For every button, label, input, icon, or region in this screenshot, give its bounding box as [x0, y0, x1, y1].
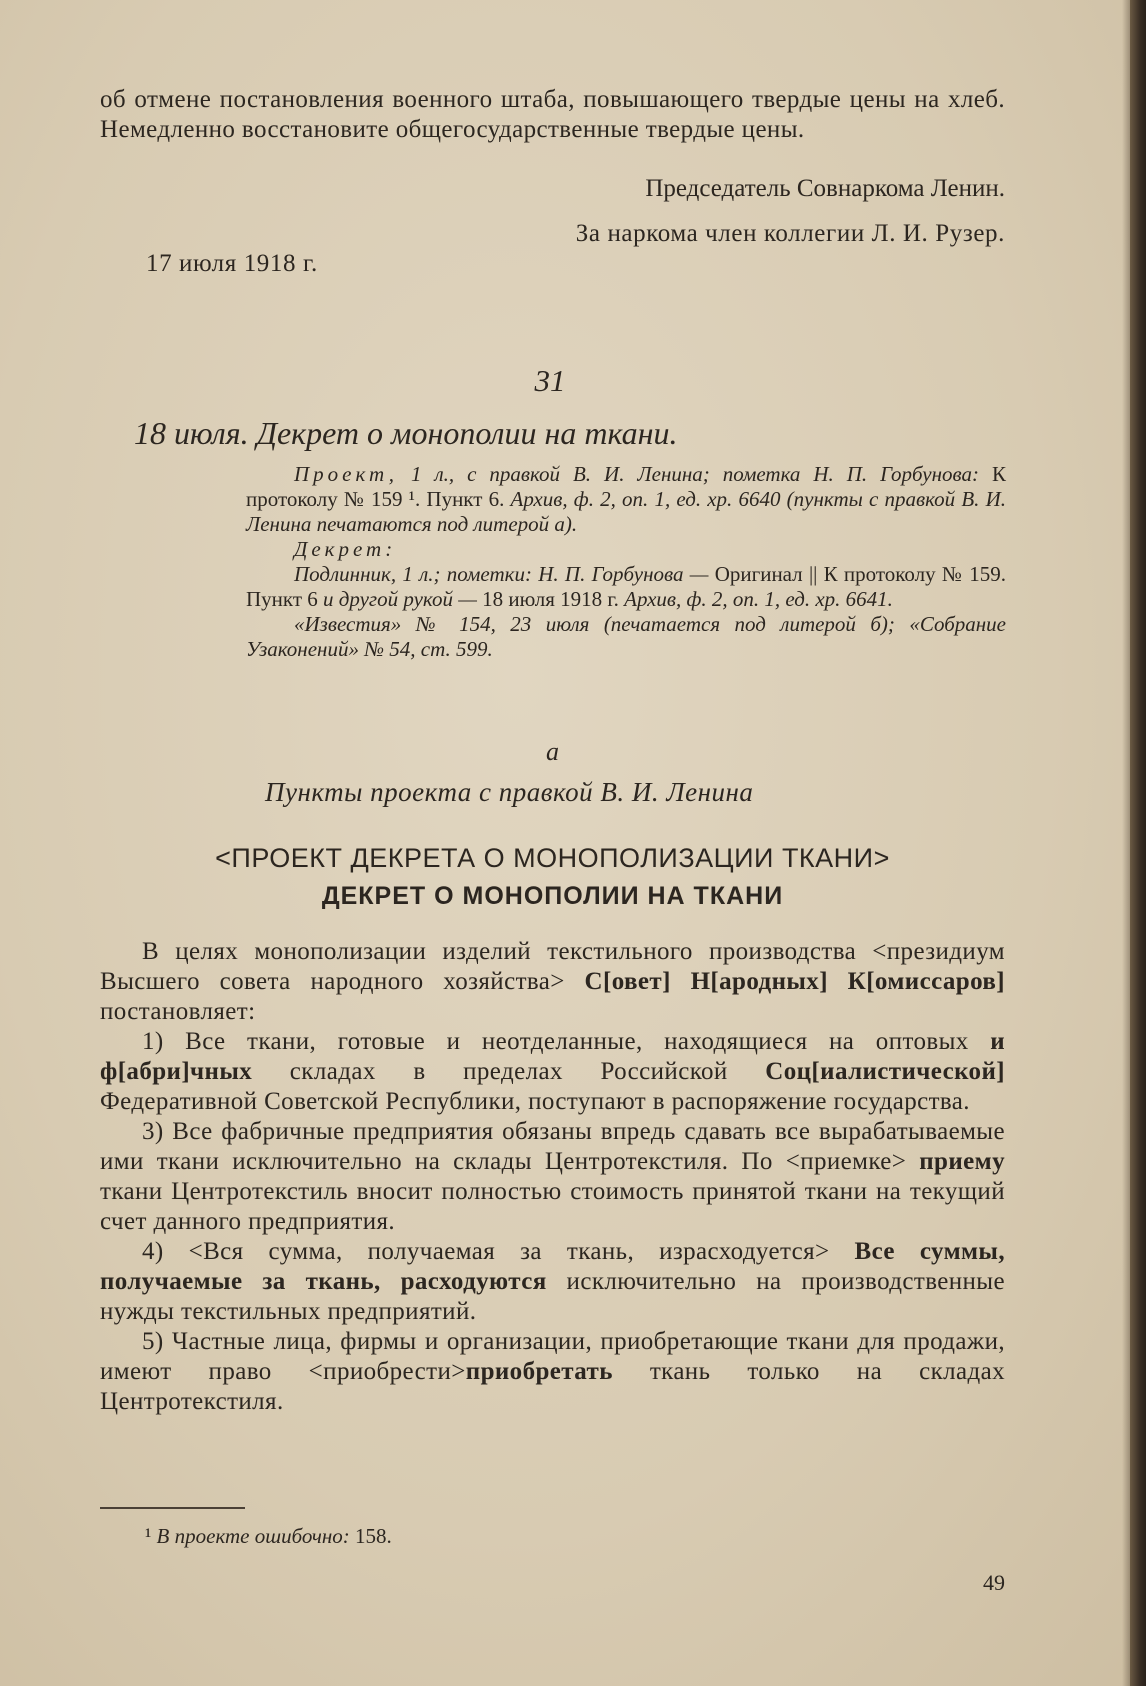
- subsection-letter: а: [546, 737, 559, 766]
- document-title: 18 июля. Декрет о монополии на ткани.: [134, 415, 678, 451]
- decree-point-4: 4) <Вся сумма, получаемая за ткань, израсходуется> Все суммы, получаемые за ткань, расходуются исключительно на производственные нужды текстильных предприятий.: [100, 1238, 1006, 1325]
- signature-chairman: Председатель Совнаркома Ленин.: [645, 175, 1005, 202]
- footnote: ¹ В проекте ошибочно: 158.: [145, 1524, 392, 1548]
- decree-title: ДЕКРЕТ О МОНОПОЛИИ НА ТКАНИ: [321, 882, 784, 910]
- source-decree-label: Декрет:: [294, 537, 397, 561]
- decree-title-struck: <ПРОЕКТ ДЕКРЕТА О МОНОПОЛИЗАЦИИ ТКАНИ>: [215, 843, 890, 873]
- page-number: 49: [983, 1570, 1005, 1595]
- decree-point-5: 5) Частные лица, фирмы и организации, приобретающие ткани для продажи, имеют право <приобрести>приобретать ткань только на складах Центротекстиля.: [100, 1328, 1005, 1415]
- decree-intro: В целях монополизации изделий текстильного производства <президиум Высшего совета народного хозяйства> С[овет] Н[ародных] К[омиссаров] постановляет:: [100, 938, 1005, 1025]
- decree-body: [100, 937, 1005, 1417]
- subsection-heading: Пункты проекта с правкой В. И. Ленина: [265, 777, 754, 807]
- source-draft-label: Проект,: [294, 462, 398, 486]
- document-number: 31: [534, 363, 566, 398]
- book-spine: [1130, 0, 1146, 1686]
- decree-point-1: 1) Все ткани, готовые и неотделанные, находящиеся на оптовых и ф[абри]чных складах в пределах Российской Соц[иалистической] Федеративной Советской Республики, поступают в распоряжение государства.: [100, 1028, 1005, 1115]
- source-draft: Проект, 1 л., с правкой В. И. Ленина; пометка Н. П. Горбунова: К протоколу № 159 ¹. Пункт 6. Архив, ф. 2, оп. 1, ед. хр. 6640 (пункты с правкой В. И. Ленина печатаются под литерой а).: [246, 462, 1006, 536]
- telegram-date: 17 июля 1918 г.: [146, 250, 318, 277]
- telegram-paragraph: об отмене постановления военного штаба, повышающего твердые цены на хлеб. Немедленно восстановите общегосударственные твердые цены.: [100, 86, 1005, 143]
- decree-point-3: 3) Все фабричные предприятия обязаны впредь сдавать все вырабатываемые ими ткани исключительно на склады Центротекстиля. По <приемке> приему ткани Центротекстиль вносит полностью стоимость принятой ткани на текущий счет данного предприятия.: [100, 1118, 1005, 1235]
- spine-shadow: [1122, 0, 1130, 1686]
- source-publication: «Известия» № 154, 23 июля (печатается под литерой б); «Собрание Узаконений» № 54, ст. 599.: [246, 612, 1006, 661]
- source-original: Подлинник, 1 л.; пометки: Н. П. Горбунова — Оригинал || К протоколу № 159. Пункт 6 и другой рукой — 18 июля 1918 г. Архив, ф. 2, оп. 1, ед. хр. 6641.: [246, 562, 1006, 611]
- signature-commissar: За наркома член коллегии Л. И. Рузер.: [575, 220, 1005, 247]
- footnote-rule: [100, 1507, 245, 1509]
- telegram-ending: [100, 85, 1005, 145]
- footnote-mark: ¹: [145, 1524, 152, 1548]
- source-notes: [246, 462, 1006, 662]
